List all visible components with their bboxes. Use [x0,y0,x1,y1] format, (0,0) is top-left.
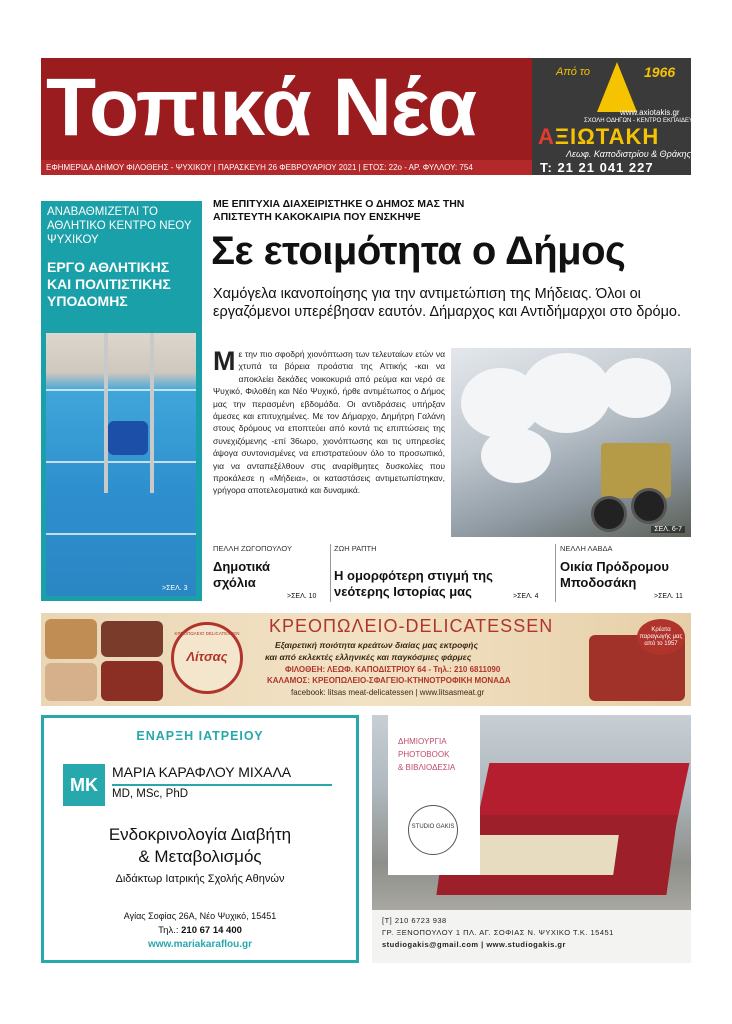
teaser-3[interactable] [560,544,691,591]
pool-photo [46,333,196,596]
dropcap: Μ [213,346,236,376]
pool-lane-line [46,533,196,535]
butcher-line: και από εκλεκτές ελληνικές και παγκόσμιες φάρμες [265,652,472,662]
teaser-page-ref[interactable]: >ΣΕΛ. 10 [287,593,317,600]
ad-brand-rest: ΞΙΩΤΑΚΗ [554,124,660,149]
ad-address: Λεωφ. Καποδιστρίου & Θράκης 2 [566,149,699,159]
specialty-line: Ενδοκρινολογία Διαβήτη [108,825,292,844]
doctor-website[interactable]: www.mariakaraflou.gr [147,939,253,950]
doctor-name: ΜΑΡΙΑ ΚΑΡΑΦΛΟΥ ΜΙΧΑΛΑ [112,764,292,780]
photobook-title-line: ΔΗΜΙΟΥΡΓΙΑ [398,737,447,746]
snowy-tree [601,358,671,418]
teaser-title[interactable]: Δημοτικά σχόλια [213,559,271,590]
butcher-line: Εξαιρετική ποιότητα κρεάτων διαίας μας εκτροφής [275,640,479,650]
meat-photo [45,663,97,701]
doctor-tel-label: Τηλ.: [158,925,179,936]
meat-photo [45,619,97,659]
pool-lift-seat [108,421,148,455]
doctor-specialty [41,824,359,868]
teaser-divider [555,544,556,602]
main-body-text: ε την πιο σφοδρή χιονόπτωση των τελευταίων ετών να χτυπά τα βόρεια προάστια της Αττικής -και να αποκλείει δεκάδες νοικοκυριά από ρεύμα και νερό σε Ψυχικό, Φιλοθέη και Νέο Ψυχικό, ήρθε αντιμέτωπος ο Δήμος μας την περασμένη εβδομάδα. Οι αντιδράσεις υπήρξαν άμεσες και επιτυχημένες. Με τον Δήμαρχο, Δημήτρη Γαλάνη στους δρόμους να εποπτεύει από κοντά τις επιπτώσεις της συνεχιζόμενης -επί 36ωρο, χιονόπτωσης και τις υπηρεσίες άψογα συντονισμένες να επιστρατεύουν όλο το προσωπικό, για να ανταπεξέλθουν στις αναρίθμητες δυσκολίες που προκάλεσε η «Μήδεια», οι καταστάσεις αντιμετωπίστηκαν, γρήγορα αποτελεσματικά και δυναμικά. [213,349,445,496]
ad-phone: Τ: 21 21 041 227 [540,160,654,175]
photobook-address: ΓΡ. ΞΕΝΟΠΟΥΛΟΥ 1 ΠΛ. ΑΓ. ΣΟΦΙΑΣ Ν. ΨΥΧΙΚΟ Τ.Κ. 15451 [382,928,614,937]
snow-loader [601,443,671,498]
main-kicker: ΜΕ ΕΠΙΤΥΧΙΑ ΔΙΑΧΕΙΡΙΣΤΗΚΕ Ο ΔΗΜΟΣ ΜΑΣ ΤΗΝ ΑΠΙΣΤΕΥΤΗ ΚΑΚΟΚΑΙΡΙΑ ΠΟΥ ΕΝΣΚΗΨΕ [213,198,465,223]
photobook-ad[interactable] [372,715,691,963]
main-subhead: Χαμόγελα ικανοποίησης για την αντιμετώπιση της Μήδειας. Όλοι οι εργαζόμενοι υπερέβησαν εαυτόν. Δήμαρχος και Αντιδήμαρχοι στο δρόμο. [213,286,682,320]
pool-lift-rail [150,333,154,493]
doctor-opening: ΕΝΑΡΞΗ ΙΑΤΡΕΙΟΥ [136,729,264,743]
ad-website: www.axiotakis.gr [620,108,680,117]
pool-lane-line [46,389,196,391]
specialty-line: & Μεταβολισμός [138,847,262,866]
stamp-top-text: ΚΡΕΟΠΩΛΕΙΟ DELICATESSEN [174,631,240,636]
snow-photo [451,348,691,537]
stamp-name: Λίτσας [186,649,228,664]
pool-lane-line [46,461,196,463]
sidebar-page-ref[interactable]: >ΣΕΛ. 3 [162,585,188,592]
meat-photo [101,621,163,657]
litsas-stamp-logo [171,622,243,694]
teaser-page-ref[interactable]: >ΣΕΛ. 4 [513,593,539,600]
pool-lift-rail [104,333,108,493]
main-body [213,348,445,497]
snowy-tree [521,353,611,433]
doctor-university: Διδάκτωρ Ιατρικής Σχολής Αθηνών [115,873,285,885]
doctor-phone [41,925,359,936]
photobook-title [398,735,455,774]
loader-wheel [631,488,667,524]
ad-brand-name [538,124,659,150]
issue-info: ΕΦΗΜΕΡΙΔΑ ΔΗΜΟΥ ΦΙΛΟΘΕΗΣ - ΨΥΧΙΚΟΥ | ΠΑΡΑΣΚΕΥΗ 26 ΦΕΒΡΟΥΑΡΙΟΥ 2021 | ΕΤΟΣ: 22ο - ΑΡ. ΦΥΛΛΟΥ: 754 [46,163,473,172]
snowy-tree [481,428,551,483]
photo-page-ref[interactable]: ΣΕΛ. 6-7 [651,526,685,533]
butcher-ad[interactable] [41,613,691,706]
teaser-author: ΠΕΛΛΗ ΖΩΓΟΠΟΥΛΟΥ [213,544,292,553]
butcher-badge: Κρέατα παραγωγής μας από το 1957 [637,619,685,655]
sidebar-kicker: ΑΝΑΒΑΘΜΙΖΕΤΑΙ ΤΟ ΑΘΛΗΤΙΚΟ ΚΕΝΤΡΟ ΝΕΟΥ ΨΥΧΙΚΟΥ [47,206,192,246]
ad-year: 1966 [644,64,676,80]
loader-wheel [591,496,627,532]
doctor-tel-number[interactable]: 210 67 14 400 [181,925,242,936]
newspaper-title: Τοπικά Νέα [46,62,477,153]
butcher-address: ΦΙΛΟΘΕΗ: ΛΕΩΦ. ΚΑΠΟΔΙΣΤΡΙΟΥ 64 - Τηλ.: 210 6811090 [285,665,501,674]
doctor-logo: MK [63,764,105,806]
teaser-divider [330,544,331,602]
main-headline[interactable]: Σε ετοιμότητα ο Δήμος [211,229,626,273]
ad-school-label: ΣΧΟΛΗ ΟΔΗΓΩΝ - ΚΕΝΤΡΟ ΕΚΠΑΙΔΕΥΣΗΣ [584,118,705,124]
butcher-web[interactable]: facebook: litsas meat-delicatessen | www.litsasmeat.gr [291,688,485,697]
teaser-2[interactable] [334,544,519,600]
butcher-address: ΚΑΛΑΜΟΣ: ΚΡΕΟΠΩΛΕΙΟ-ΣΦΑΓΕΙΟ-ΚΤΗΝΟΤΡΟΦΙΚΗ ΜΟΝΑΔΑ [267,676,511,685]
ad-since-text: Από το [556,66,590,78]
teaser-author: ΖΩΗ ΡΑΠΤΗ [334,544,377,553]
meat-photo [101,661,163,701]
sidebar-headline[interactable]: ΕΡΓΟ ΑΘΛΗΤΙΚΗΣ ΚΑΙ ΠΟΛΙΤΙΣΤΙΚΗΣ ΥΠΟΔΟΜΗΣ [47,259,171,309]
doctor-degrees: MD, MSc, PhD [112,788,189,800]
butcher-title: ΚΡΕΟΠΩΛΕΙΟ-DELICATESSEN [269,616,554,636]
studio-gakis-logo [408,805,458,855]
teaser-author: ΝΕΛΛΗ ΛΑΒΔΑ [560,544,613,553]
doctor-address: Αγίας Σοφίας 26Α, Νέο Ψυχικό, 15451 [123,911,277,921]
photobook-title-line: & ΒΙΒΛΙΟΔΕΣΙΑ [398,763,456,772]
photobook-contact[interactable]: studiogakis@gmail.com | www.studiogakis.gr [382,940,566,949]
photobook-title-line: PHOTOBOOK [398,750,450,759]
teaser-page-ref[interactable]: >ΣΕΛ. 11 [654,593,683,600]
ad-brand-initial: Α [538,124,555,149]
doctor-rule [112,784,332,786]
teaser-title[interactable]: Η ομορφότερη στιγμή της νεότερης Ιστορίας μας [334,568,493,599]
teaser-1[interactable] [213,544,325,591]
studio-logo-text: STUDIO GAKIS [411,824,455,830]
teaser-title[interactable]: Οικία Πρόδρομου Μποδοσάκη [560,559,669,590]
photobook-phone[interactable]: [Τ] 210 6723 938 [382,916,447,925]
